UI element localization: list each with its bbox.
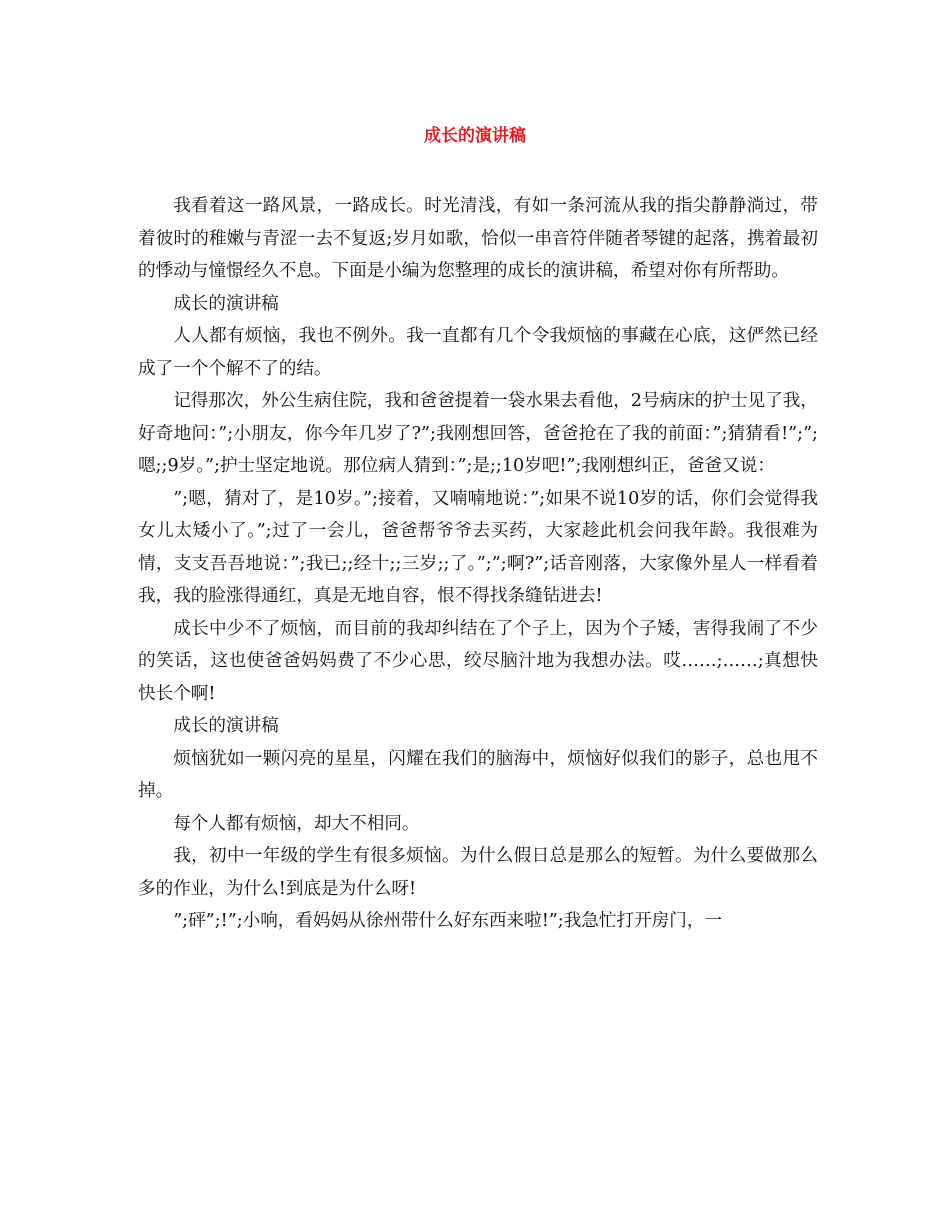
document-title: 成长的演讲稿 — [424, 126, 526, 146]
paragraph: ”;嗯，猜对了，是10岁。”;接着，又喃喃地说：”;如果不说10岁的话，你们会觉得我女儿太矮小了。”;过了一会儿，爸爸帮爷爷去买药，大家趁此机会问我年龄。我很难为情，支支吾吾地说：”;我已;;经十;;三岁;;了。”;”;啊?”;话音刚落，大家像外星人一样看着我，我的脸涨得通红，真是无地自容，恨不得找条缝钻进去! — [138, 488, 818, 606]
intro-paragraph: 我看着这一路风景，一路成长。时光清浅，有如一条河流从我的指尖静静淌过，带着彼时的稚嫩与青涩一去不复返;岁月如歌，恰似一串音符伴随者琴键的起落，携着最初的悸动与憧憬经久不息。下面是小编为您整理的成长的演讲稿，希望对你有所帮助。 — [138, 196, 818, 281]
paragraph: ”;砰”;!”;小响，看妈妈从徐州带什么好东西来啦!”;我急忙打开房门，一 — [173, 911, 723, 931]
paragraph: 成长中少不了烦恼，而目前的我却纠结在了个子上，因为个子矮，害得我闹了不少的笑话，这也使爸爸妈妈费了不少心思，绞尽脑汁地为我想办法。哎……;……;真想快快长个啊! — [138, 618, 818, 704]
section-heading: 成长的演讲稿 — [173, 293, 279, 314]
paragraph: 烦恼犹如一颗闪亮的星星，闪耀在我们的脑海中，烦恼好似我们的影子，总也甩不掉。 — [138, 748, 818, 801]
paragraph: 记得那次，外公生病住院，我和爸爸提着一袋水果去看他，2号病床的护士见了我，好奇地问：”;小朋友，你今年几岁了?”;我刚想回答，爸爸抢在了我的前面：”;猜猜看!”;”;嗯;;9岁。”;护士坚定地说。那位病人猜到：”;是;;10岁吧!”;我刚想纠正，爸爸又说： — [138, 391, 818, 476]
paragraph: 每个人都有烦恼，却大不相同。 — [173, 813, 420, 834]
paragraph: 人人都有烦恼，我也不例外。我一直都有几个令我烦恼的事藏在心底，这俨然已经成了一个个解不了的结。 — [138, 326, 818, 379]
paragraph: 我，初中一年级的学生有很多烦恼。为什么假日总是那么的短暂。为什么要做那么多的作业，为什么!到底是为什么呀! — [138, 846, 818, 899]
document-body — [138, 190, 818, 938]
section-heading: 成长的演讲稿 — [173, 716, 279, 736]
